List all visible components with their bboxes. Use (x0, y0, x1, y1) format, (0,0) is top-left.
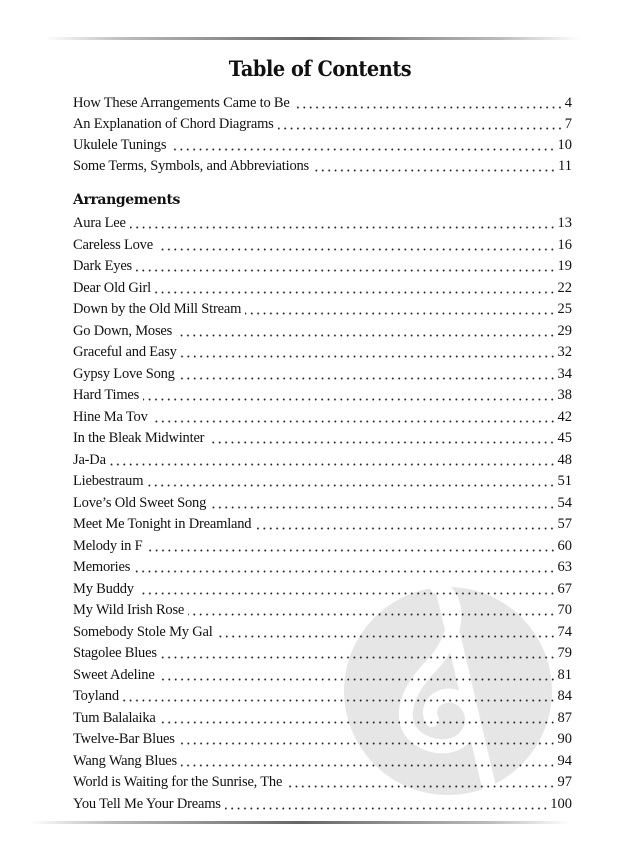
toc-entry[interactable] (73, 665, 572, 687)
toc-entry[interactable] (73, 600, 572, 622)
entry-page: 7 (564, 116, 572, 132)
entry-page: 19 (557, 258, 572, 274)
toc-entry[interactable] (73, 256, 572, 278)
dot-leader (313, 169, 556, 172)
entry-title: Meet Me Tonight in Dreamland (73, 516, 252, 532)
entry-page: 16 (557, 236, 572, 253)
entry-title: Wang Wang Blues (73, 752, 177, 769)
toc-entry[interactable] (73, 299, 572, 321)
toc-entry[interactable] (73, 643, 572, 665)
toc-entry[interactable] (73, 93, 572, 114)
entry-title: Stagolee Blues (73, 645, 157, 661)
toc-entry[interactable] (73, 708, 572, 730)
entry-title: How These Arrangements Came to Be (73, 95, 290, 111)
entry-page: 48 (557, 451, 572, 468)
entry-title: World is Waiting for the Sunrise, The (73, 774, 283, 790)
page-title: Table of Contents (228, 56, 412, 81)
entry-title: In the Bleak Midwinter (73, 430, 205, 446)
entry-title: Careless Love (73, 236, 153, 253)
entry-title: Sweet Adeline (73, 666, 155, 683)
entry-title: Liebestraum (73, 473, 144, 489)
dot-leader (179, 742, 556, 745)
entry-page: 42 (557, 408, 572, 425)
toc-entry[interactable] (73, 114, 572, 135)
toc-entry[interactable] (73, 729, 572, 751)
dot-leader (179, 377, 556, 380)
entry-title: Somebody Stole My Gal (73, 623, 213, 640)
entry-page: 90 (557, 731, 572, 747)
dot-leader (147, 549, 556, 552)
toc-entry[interactable] (73, 471, 572, 493)
entry-title: An Explanation of Chord Diagrams (73, 116, 274, 132)
entry-page: 81 (557, 666, 572, 683)
dot-leader (152, 420, 556, 423)
entry-page: 4 (564, 95, 572, 111)
dot-leader (170, 148, 555, 151)
toc-entry[interactable] (73, 364, 572, 386)
dot-leader (278, 127, 563, 130)
toc-entry[interactable] (73, 407, 572, 429)
toc-entry[interactable] (73, 278, 572, 300)
dot-leader (161, 656, 556, 659)
dot-leader (138, 592, 556, 595)
dot-leader (255, 527, 555, 530)
toc-entry[interactable] (73, 428, 572, 450)
entry-title: Memories (73, 559, 131, 575)
entry-title: My Buddy (73, 580, 134, 597)
entry-page: 74 (557, 623, 572, 640)
entry-title: Ukulele Tunings (73, 137, 167, 153)
entry-page: 11 (558, 158, 572, 174)
entry-page: 87 (557, 709, 572, 726)
entry-title: Dark Eyes (73, 258, 132, 274)
dot-leader (157, 248, 556, 251)
dot-leader (208, 441, 555, 444)
dot-leader (225, 807, 549, 810)
toc-entry[interactable] (73, 156, 572, 177)
entry-title: Dear Old Girl (73, 279, 151, 296)
dot-leader (159, 678, 556, 681)
arrangements-list (73, 213, 572, 815)
entry-title: Hine Ma Tov (73, 408, 148, 425)
entry-title: Go Down, Moses (73, 322, 173, 339)
entry-title: Some Terms, Symbols, and Abbreviations (73, 158, 309, 174)
entry-title: Down by the Old Mill Stream (73, 301, 242, 317)
toc-entry[interactable] (73, 321, 572, 343)
dot-leader (110, 463, 556, 466)
toc-entry[interactable] (73, 493, 572, 515)
entry-page: 32 (557, 344, 572, 360)
entry-page: 94 (557, 752, 572, 769)
dot-leader (130, 226, 556, 229)
entry-title: Tum Balalaika (73, 709, 156, 726)
toc-entry[interactable] (73, 342, 572, 364)
entry-page: 38 (557, 387, 572, 403)
dot-leader (245, 312, 555, 315)
dot-leader (136, 269, 556, 272)
entry-title: Graceful and Easy (73, 344, 177, 360)
dot-leader (134, 570, 555, 573)
entry-title: Hard Times (73, 387, 140, 403)
entry-page: 100 (550, 795, 572, 812)
entry-title: Twelve-Bar Blues (73, 731, 175, 747)
toc-entry[interactable] (73, 686, 572, 708)
toc-entry[interactable] (73, 235, 572, 257)
entry-page: 25 (557, 301, 572, 317)
entry-title: Toyland (73, 688, 119, 704)
entry-page: 60 (557, 537, 572, 554)
entry-page: 22 (557, 279, 572, 296)
entry-page: 10 (557, 137, 572, 153)
intro-list (73, 93, 572, 177)
top-divider (45, 37, 580, 40)
bottom-divider (30, 821, 570, 824)
entry-title: Love’s Old Sweet Song (73, 494, 207, 511)
toc-entry[interactable] (73, 751, 572, 773)
entry-page: 29 (557, 322, 572, 339)
entry-page: 79 (557, 645, 572, 661)
entry-page: 57 (557, 516, 572, 532)
toc-entry[interactable] (73, 536, 572, 558)
dot-leader (181, 764, 556, 767)
section-heading: Arrangements (73, 192, 181, 208)
entry-page: 13 (557, 215, 572, 231)
entry-title: Ja-Da (73, 451, 106, 468)
toc-entry[interactable] (73, 794, 572, 816)
toc-entry[interactable] (73, 135, 572, 156)
dot-leader (188, 613, 555, 616)
dot-leader (143, 398, 555, 401)
toc-entry[interactable] (73, 385, 572, 407)
entry-title: My Wild Irish Rose (73, 602, 185, 618)
entry-page: 97 (557, 774, 572, 790)
entry-page: 34 (557, 365, 572, 382)
toc-entry[interactable] (73, 213, 572, 235)
entry-title: Melody in F (73, 537, 143, 554)
dot-leader (176, 334, 555, 337)
toc-entry[interactable] (73, 450, 572, 472)
dot-leader (155, 291, 556, 294)
dot-leader (286, 785, 555, 788)
toc-entry[interactable] (73, 622, 572, 644)
dot-leader (147, 484, 555, 487)
entry-title: You Tell Me Your Dreams (73, 795, 221, 812)
entry-page: 70 (557, 602, 572, 618)
entry-page: 51 (557, 473, 572, 489)
toc-entry[interactable] (73, 772, 572, 794)
entry-page: 54 (557, 494, 572, 511)
entry-page: 45 (557, 430, 572, 446)
dot-leader (123, 699, 556, 702)
dot-leader (160, 721, 556, 724)
toc-entry[interactable] (73, 579, 572, 601)
toc-entry[interactable] (73, 557, 572, 579)
toc-entry[interactable] (73, 514, 572, 536)
entry-title: Aura Lee (73, 215, 126, 231)
dot-leader (210, 506, 555, 509)
entry-title: Gypsy Love Song (73, 365, 175, 382)
entry-page: 63 (557, 559, 572, 575)
entry-page: 67 (557, 580, 572, 597)
dot-leader (217, 635, 556, 638)
dot-leader (294, 106, 563, 109)
entry-page: 84 (557, 688, 572, 704)
dot-leader (181, 355, 556, 358)
